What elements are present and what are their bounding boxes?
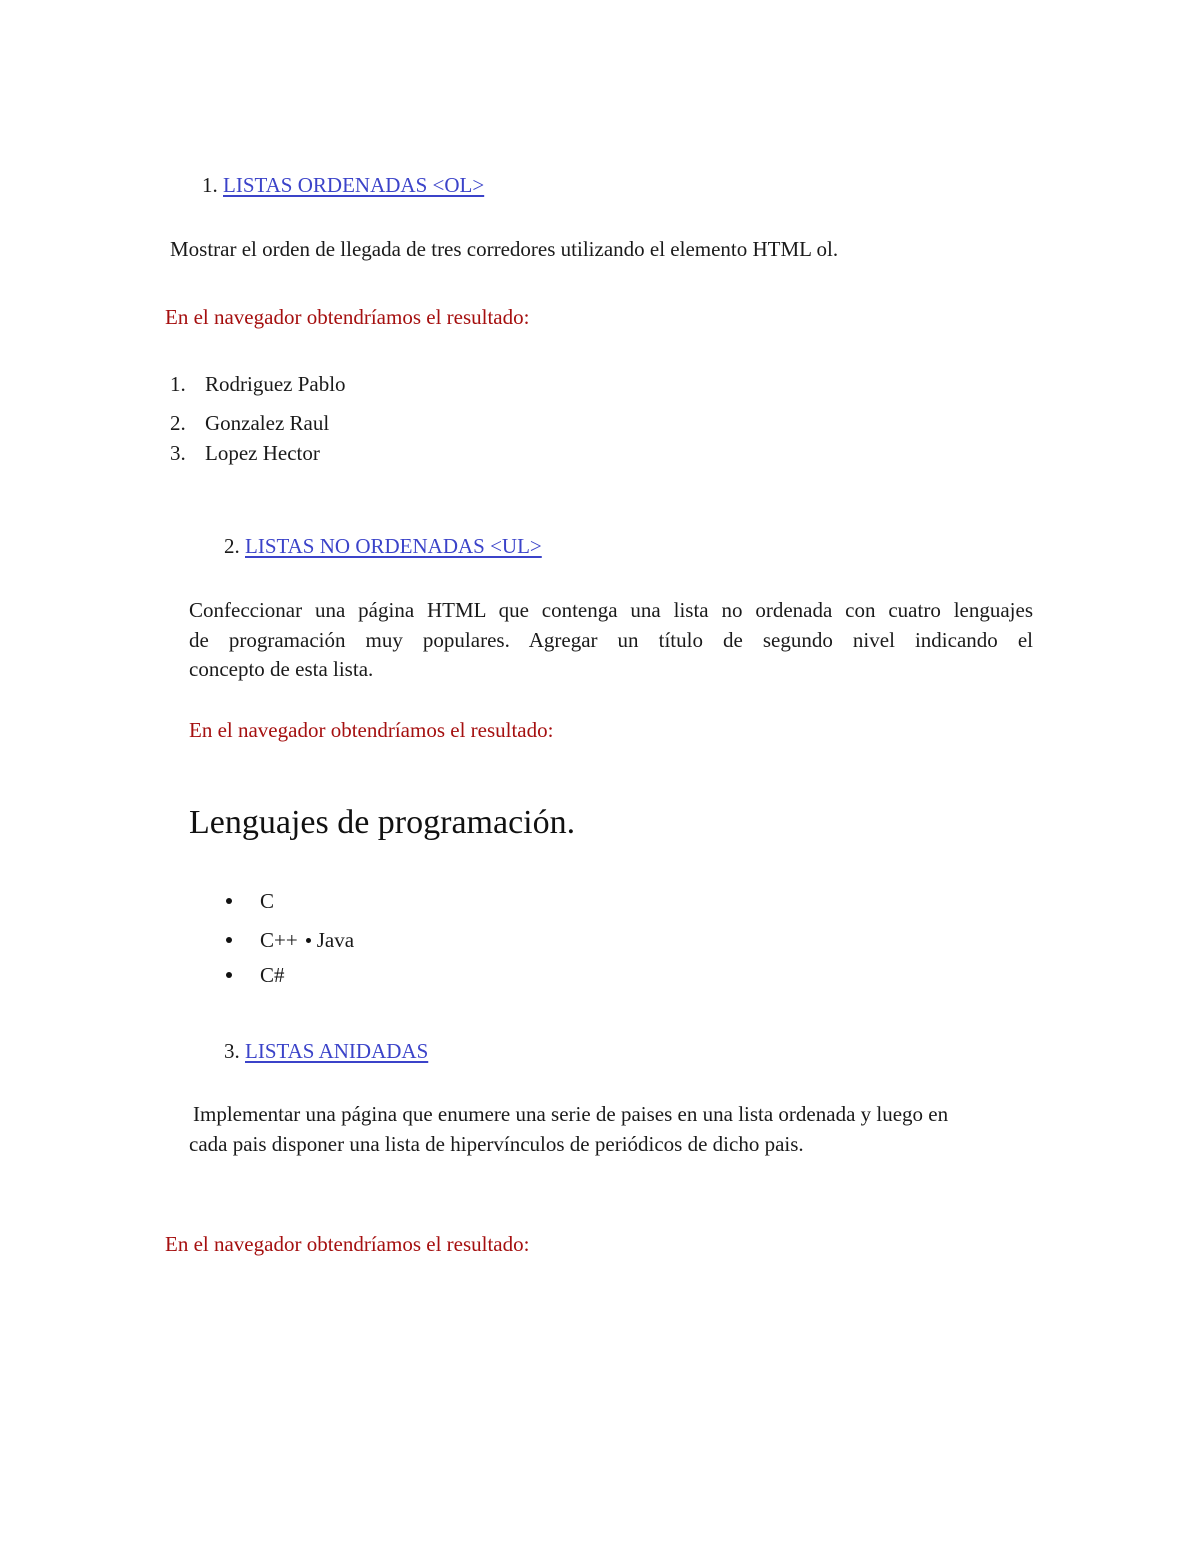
list-item bbox=[170, 409, 186, 437]
section-1-description: Mostrar el orden de llegada de tres corredores utilizando el elemento HTML ol. bbox=[170, 237, 839, 261]
list-item-text: Rodriguez Pablo bbox=[205, 372, 346, 396]
bullet-icon bbox=[226, 972, 232, 978]
languages-heading: Lenguajes de programación. bbox=[189, 804, 576, 841]
list-item-text: Gonzalez Raul bbox=[205, 411, 330, 435]
section-3-description-line: cada pais disponer una lista de hipervínculos de periódicos de dicho pais. bbox=[189, 1132, 804, 1156]
section-2-title-link[interactable]: LISTAS NO ORDENADAS <UL> bbox=[245, 534, 542, 558]
section-1-result-label: En el navegador obtendríamos el resultado: bbox=[165, 305, 530, 329]
list-item bbox=[170, 370, 186, 398]
list-item-text: C++ bbox=[260, 928, 298, 952]
section-2-number: 2. bbox=[224, 534, 240, 558]
section-3-result-label: En el navegador obtendríamos el resultado: bbox=[165, 1232, 530, 1256]
section-2-result-label: En el navegador obtendríamos el resultado: bbox=[189, 718, 554, 742]
section-1-title-link[interactable]: LISTAS ORDENADAS <OL> bbox=[223, 173, 485, 197]
section-1-number: 1. bbox=[202, 173, 218, 197]
list-item-number: 1. bbox=[170, 372, 186, 396]
list-item-text: Java bbox=[316, 928, 355, 952]
list-item-number: 3. bbox=[170, 441, 186, 465]
list-item bbox=[170, 439, 186, 467]
section-3-heading bbox=[224, 1037, 428, 1065]
list-item-number: 2. bbox=[170, 411, 186, 435]
section-3-description-line: Implementar una página que enumere una serie de paises en una lista ordenada y luego en bbox=[193, 1102, 949, 1126]
list-item bbox=[226, 926, 354, 954]
list-item-text: Lopez Hector bbox=[205, 441, 320, 465]
section-3-number: 3. bbox=[224, 1039, 240, 1063]
bullet-icon bbox=[226, 937, 232, 943]
section-2-heading bbox=[224, 532, 542, 560]
section-1-heading bbox=[202, 171, 484, 199]
section-3-title-link[interactable]: LISTAS ANIDADAS bbox=[245, 1039, 429, 1063]
bullet-icon bbox=[306, 938, 311, 943]
list-item bbox=[226, 887, 274, 915]
list-item-text: C bbox=[260, 889, 275, 913]
section-2-description bbox=[189, 596, 1033, 685]
list-item bbox=[226, 961, 285, 989]
list-item-text: C# bbox=[260, 963, 285, 987]
description-line: de programación muy populares. Agregar un título de segundo nivel indicando el bbox=[189, 627, 1033, 652]
bullet-icon bbox=[226, 898, 232, 904]
description-line: Confeccionar una página HTML que contenga una lista no ordenada con cuatro lenguajes bbox=[189, 598, 1033, 622]
description-line: concepto de esta lista. bbox=[189, 657, 374, 681]
